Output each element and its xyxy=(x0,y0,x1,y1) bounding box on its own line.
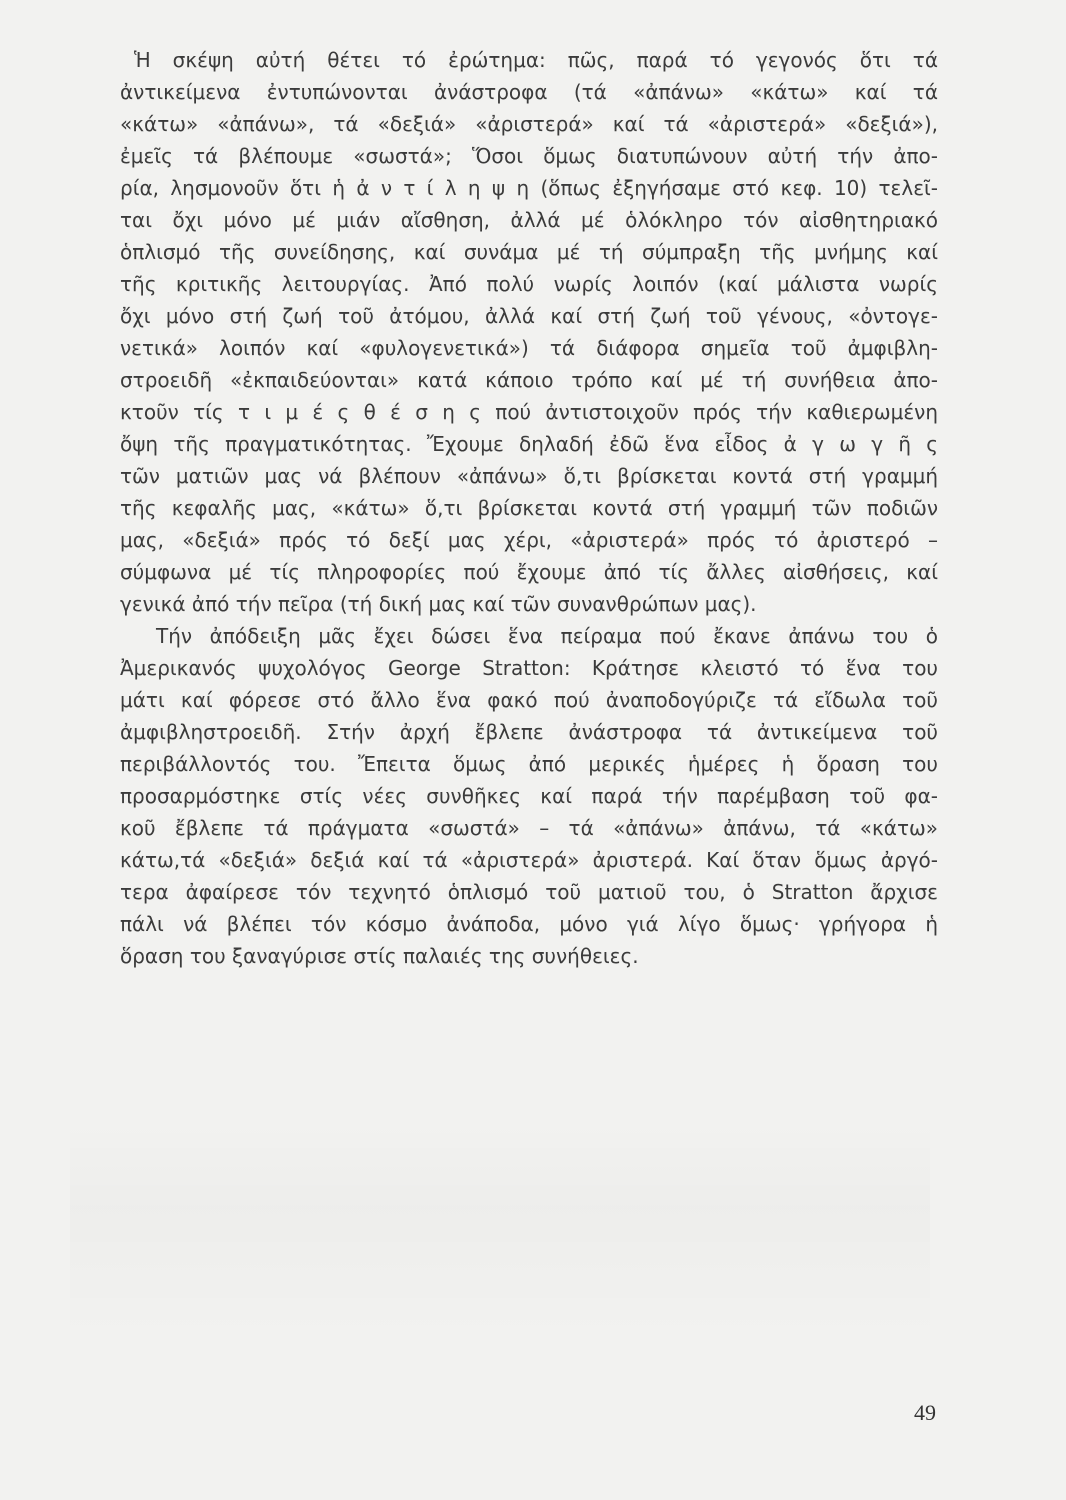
paragraph-2 xyxy=(120,620,938,972)
text-line: ὁπλισμό τῆς συνείδησης, καί συνάμα μέ τή σύμπραξη τῆς μνήμης καί xyxy=(120,240,938,264)
text-line: ται ὄχι μόνο μέ μιάν αἴσθηση, ἀλλά μέ ὁλόκληρο τόν αἰσθητηριακό xyxy=(120,208,938,232)
text-line: ρία, λησμονοῦν ὅτι ἡ ἀ ν τ ί λ η ψ η (ὅπως ἐξηγήσαμε στό κεφ. 10) τελεῖ- xyxy=(120,176,938,200)
text-line: μας, «δεξιά» πρός τό δεξί μας χέρι, «ἀριστερά» πρός τό ἀριστερό – xyxy=(120,528,938,552)
text-line: τῶν ματιῶν μας νά βλέπουν «ἀπάνω» ὅ,τι βρίσκεται κοντά στή γραμμή xyxy=(120,464,938,488)
text-line: πάλι νά βλέπει τόν κόσμο ἀνάποδα, μόνο γιά λίγο ὅμως· γρήγορα ἡ xyxy=(120,912,938,936)
show-through-shadow xyxy=(70,1120,930,1340)
text-line: σύμφωνα μέ τίς πληροφορίες πού ἔχουμε ἀπό τίς ἄλλες αἰσθήσεις, καί xyxy=(120,560,938,584)
text-line: Τήν ἀπόδειξη μᾶς ἔχει δώσει ἕνα πείραμα πού ἔκανε ἀπάνω του ὁ xyxy=(156,624,938,648)
text-line: μάτι καί φόρεσε στό ἄλλο ἕνα φακό πού ἀναποδογύριζε τά εἴδωλα τοῦ xyxy=(120,688,938,712)
text-line: ἀντικείμενα ἐντυπώνονται ἀνάστροφα (τά «ἀπάνω» «κάτω» καί τά xyxy=(120,80,938,104)
text-line: τερα ἀφαίρεσε τόν τεχνητό ὁπλισμό τοῦ ματιοῦ του, ὁ Stratton ἄρχισε xyxy=(120,880,938,904)
text-line: ἐμεῖς τά βλέπουμε «σωστά»; Ὅσοι ὅμως διατυπώνουν αὐτή τήν ἀπο- xyxy=(120,144,938,168)
text-line: κοῦ ἔβλεπε τά πράγματα «σωστά» – τά «ἀπάνω» ἀπάνω, τά «κάτω» xyxy=(120,816,938,840)
text-line: ὄψη τῆς πραγματικότητας. Ἔχουμε δηλαδή ἐδῶ ἕνα εἶδος ἀ γ ω γ ῆ ς xyxy=(120,432,938,456)
text-line: Ἀμερικανός ψυχολόγος George Stratton: Κράτησε κλειστό τό ἕνα του xyxy=(120,656,938,680)
text-line: ὄχι μόνο στή ζωή τοῦ ἀτόμου, ἀλλά καί στή ζωή τοῦ γένους, «ὀντογε- xyxy=(120,304,938,328)
text-line: Ἡ σκέψη αὐτή θέτει τό ἐρώτημα: πῶς, παρά τό γεγονός ὅτι τά xyxy=(134,48,938,72)
text-line: νετικά» λοιπόν καί «φυλογενετικά») τά διάφορα σημεῖα τοῦ ἀμφιβλη- xyxy=(120,336,938,360)
text-line: κάτω,τά «δεξιά» δεξιά καί τά «ἀριστερά» ἀριστερά. Καί ὅταν ὅμως ἀργό- xyxy=(120,848,938,872)
page-number: 49 xyxy=(914,1400,936,1425)
text-line: ἀμφιβληστροειδῆ. Στήν ἀρχή ἔβλεπε ἀνάστροφα τά ἀντικείμενα τοῦ xyxy=(120,720,938,744)
page-text xyxy=(120,44,938,972)
text-line: προσαρμόστηκε στίς νέες συνθῆκες καί παρά τήν παρέμβαση τοῦ φα- xyxy=(120,784,938,808)
text-line: τῆς κεφαλῆς μας, «κάτω» ὅ,τι βρίσκεται κοντά στή γραμμή τῶν ποδιῶν xyxy=(120,496,938,520)
paragraph-1 xyxy=(120,44,938,620)
text-line: ὅραση του ξαναγύρισε στίς παλαιές της συνήθειες. xyxy=(120,944,639,968)
text-line: στροειδῆ «ἐκπαιδεύονται» κατά κάποιο τρόπο καί μέ τή συνήθεια ἀπο- xyxy=(120,368,938,392)
text-line: τῆς κριτικῆς λειτουργίας. Ἀπό πολύ νωρίς λοιπόν (καί μάλιστα νωρίς xyxy=(120,272,938,296)
text-line: γενικά ἀπό τήν πεῖρα (τή δική μας καί τῶν συνανθρώπων μας). xyxy=(120,592,757,616)
text-line: «κάτω» «ἀπάνω», τά «δεξιά» «ἀριστερά» καί τά «ἀριστερά» «δεξιά»), xyxy=(120,112,938,136)
text-line: κτοῦν τίς τ ι μ έ ς θ έ σ η ς πού ἀντιστοιχοῦν πρός τήν καθιερωμένη xyxy=(120,400,938,424)
text-line: περιβάλλοντός του. Ἔπειτα ὅμως ἀπό μερικές ἡμέρες ἡ ὅραση του xyxy=(120,752,938,776)
